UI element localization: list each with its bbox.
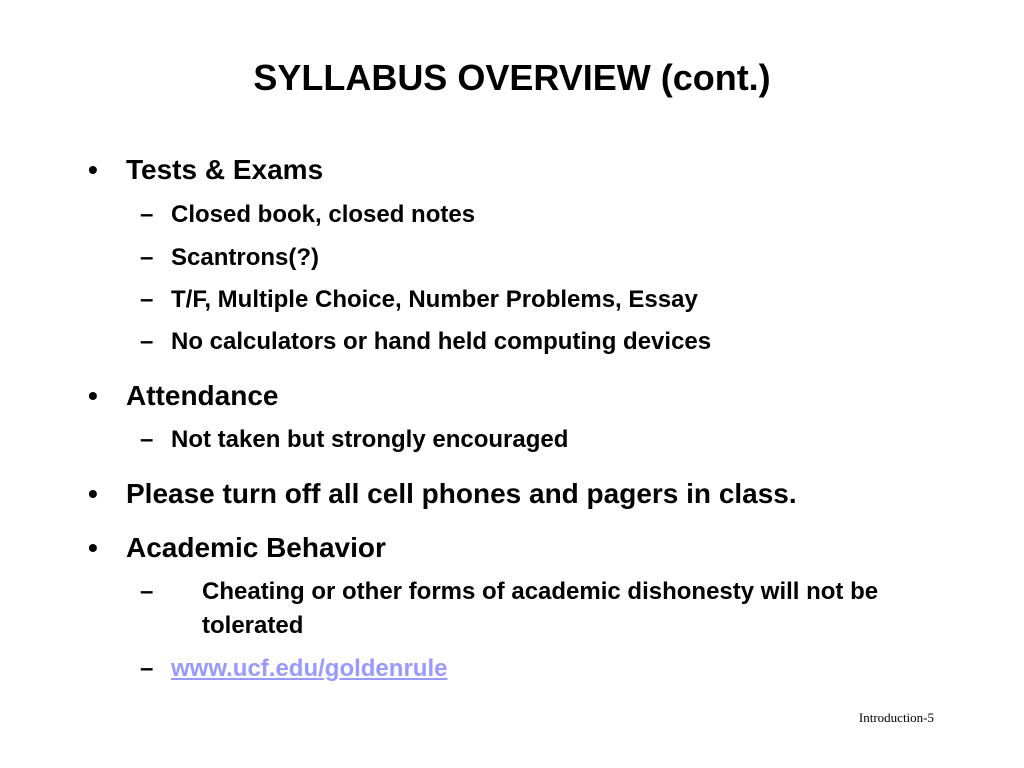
dash-marker: – (140, 328, 154, 355)
dash-marker: – (140, 244, 154, 271)
list-item-text: No calculators or hand held computing devices (171, 328, 712, 355)
section-heading: Tests & Exams (126, 154, 324, 185)
section-heading: Academic Behavior (126, 532, 386, 563)
list-item-text: T/F, Multiple Choice, Number Problems, Essay (171, 286, 698, 313)
goldenrule-link[interactable]: www.ucf.edu/goldenrule (171, 655, 448, 682)
list-item-text: Scantrons(?) (171, 244, 320, 271)
section-heading: Please turn off all cell phones and pagers in class. (126, 478, 797, 509)
dash-marker: – (140, 286, 154, 313)
dash-marker: – (140, 201, 154, 228)
slide-title: SYLLABUS OVERVIEW (cont.) (253, 57, 771, 98)
bullet-marker: • (88, 478, 98, 509)
dash-marker: – (140, 655, 154, 682)
dash-marker: – (140, 578, 154, 605)
section-heading: Attendance (126, 380, 279, 411)
list-item-text: Cheating or other forms of academic dishonesty will not be tolerated (202, 578, 879, 639)
bullet-marker: • (88, 532, 98, 563)
bullet-marker: • (88, 380, 98, 411)
list-item-text: Not taken but strongly encouraged (171, 426, 569, 453)
bullet-marker: • (88, 154, 98, 185)
slide-footer: Introduction-5 (858, 710, 934, 725)
list-item-text: Closed book, closed notes (171, 201, 476, 228)
dash-marker: – (140, 426, 154, 453)
